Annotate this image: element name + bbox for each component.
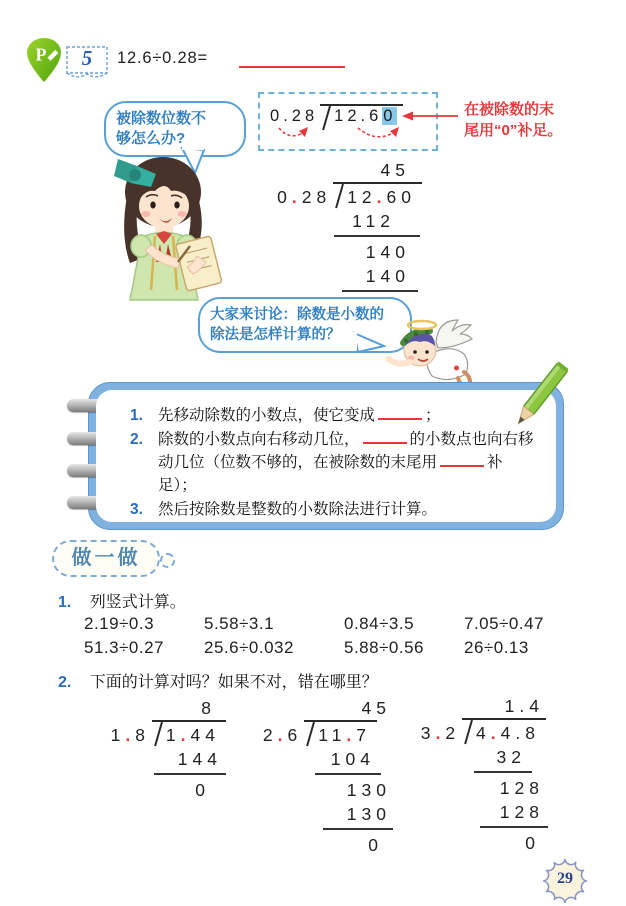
subtraction-line	[334, 235, 420, 237]
practice-label	[52, 540, 160, 577]
problem-grid	[84, 614, 544, 658]
question-text: 列竖式计算。	[89, 594, 186, 611]
bracket-row	[398, 718, 548, 745]
fill-in-blank	[378, 405, 422, 420]
pad-zero-note	[464, 99, 562, 141]
bring-down: 130	[346, 780, 391, 800]
subtraction-line	[315, 773, 381, 775]
summary-content	[96, 390, 556, 522]
subtraction-line	[323, 828, 393, 830]
tag-dot	[160, 553, 175, 568]
example-book-icon	[64, 43, 110, 81]
item-text: 然后按除数是整数的小数除法进行计算。	[158, 501, 438, 518]
partial-product: 112	[352, 211, 395, 231]
partial-product: 140	[365, 266, 410, 286]
note-line1: 在被除数的末	[464, 101, 555, 118]
problem: 51.3÷0.27	[84, 638, 165, 657]
remainder: 0	[368, 835, 383, 855]
problem: 5.58÷3.1	[204, 614, 275, 633]
discuss-line2: 除法是怎样计算的？	[210, 327, 341, 343]
summary-item-3	[130, 498, 540, 521]
dividend: 12.60	[333, 182, 422, 209]
bracket-row	[243, 720, 393, 747]
divisor: 3.2	[420, 723, 461, 743]
dividend: 1.44	[152, 720, 226, 747]
question-number: 1.	[58, 594, 72, 611]
partial-product: 32	[496, 747, 526, 767]
item-text: 先移动除数的小数点，使它变成 ；	[158, 407, 441, 424]
subtraction-line	[342, 290, 418, 292]
quotient: 1.4	[504, 696, 544, 716]
answer-blank-line	[239, 66, 345, 68]
problem: 0.84÷3.5	[344, 614, 415, 633]
question-number: 2.	[58, 674, 72, 691]
fill-in-blank	[363, 429, 407, 444]
dividend: 4.4.8	[462, 718, 546, 745]
appended-zero-highlight: 0	[383, 107, 397, 125]
note-line2: 尾用“0”补足。	[464, 122, 563, 139]
remainder: 0	[525, 833, 540, 853]
subtraction-line	[154, 773, 226, 775]
problem: 2.19÷0.3	[84, 614, 155, 633]
bring-down: 140	[365, 242, 410, 262]
quotient: 45	[361, 698, 391, 718]
partial-product: 144	[177, 749, 222, 769]
green-pin-icon	[25, 37, 63, 84]
problem: 26÷0.13	[464, 638, 529, 657]
question-text: 下面的计算对吗？如果不对，错在哪里？	[89, 674, 378, 691]
divisor: 0.28	[277, 187, 332, 207]
discuss-line1: 大家来讨论：除数是小数的	[210, 307, 384, 323]
pencil-icon	[510, 356, 568, 440]
practice-label-text: 做一做	[71, 547, 141, 569]
item-number: 3.	[130, 501, 143, 518]
problem: 5.88÷0.56	[344, 638, 425, 657]
girl-speech-bubble	[104, 101, 246, 157]
quotient: 45	[380, 160, 410, 180]
quotient: 8	[201, 698, 216, 718]
check-division-c	[398, 694, 548, 855]
partial-product: 130	[346, 804, 391, 824]
check-division-a	[98, 696, 226, 802]
divisor: 1.8	[110, 725, 150, 745]
bring-down: 128	[499, 778, 544, 798]
question-1	[58, 589, 186, 612]
worked-division-main	[252, 158, 422, 319]
bracket-row	[98, 720, 226, 747]
subtraction-line	[480, 826, 548, 828]
divisor: 2.6	[262, 725, 303, 745]
note-arrow-icon	[400, 110, 460, 122]
summary-item-1	[130, 404, 540, 427]
problem: 25.6÷0.032	[204, 638, 294, 657]
decimal-move-arrow-dividend	[355, 125, 403, 142]
partial-product: 128	[499, 802, 544, 822]
setup-dividend: 12.60	[320, 104, 403, 126]
decimal-move-arrow-divisor	[276, 125, 312, 142]
problem: 7.05÷0.47	[464, 614, 545, 633]
item-text: 除数的小数点向右移动几位， 的小数点也向右移动几位（位数不够的，在被除数的末尾用 补足）；	[158, 431, 534, 494]
setup-divisor: 0.28	[270, 107, 319, 125]
partial-product: 104	[330, 749, 375, 769]
pin-letter: P	[35, 44, 47, 65]
dividend: 11.7	[304, 720, 377, 747]
remainder: 0	[195, 780, 210, 800]
example-equation: 12.6÷0.28=	[117, 49, 208, 67]
bracket-row	[252, 182, 422, 209]
check-division-b	[243, 696, 393, 857]
example-number: 5	[81, 46, 93, 70]
item-number: 1.	[130, 407, 143, 424]
girl-illustration	[85, 150, 245, 306]
summary-notebook-box	[88, 382, 564, 530]
girl-bubble-line2: 够怎么办?	[116, 130, 186, 147]
summary-item-2	[130, 428, 540, 497]
question-2	[58, 669, 378, 692]
girl-bubble-line1: 被除数位数不	[116, 110, 207, 127]
page-number-badge	[540, 856, 590, 906]
item-number: 2.	[130, 431, 143, 448]
page-number: 29	[557, 870, 573, 887]
subtraction-line	[474, 771, 532, 773]
fill-in-blank	[440, 452, 484, 467]
